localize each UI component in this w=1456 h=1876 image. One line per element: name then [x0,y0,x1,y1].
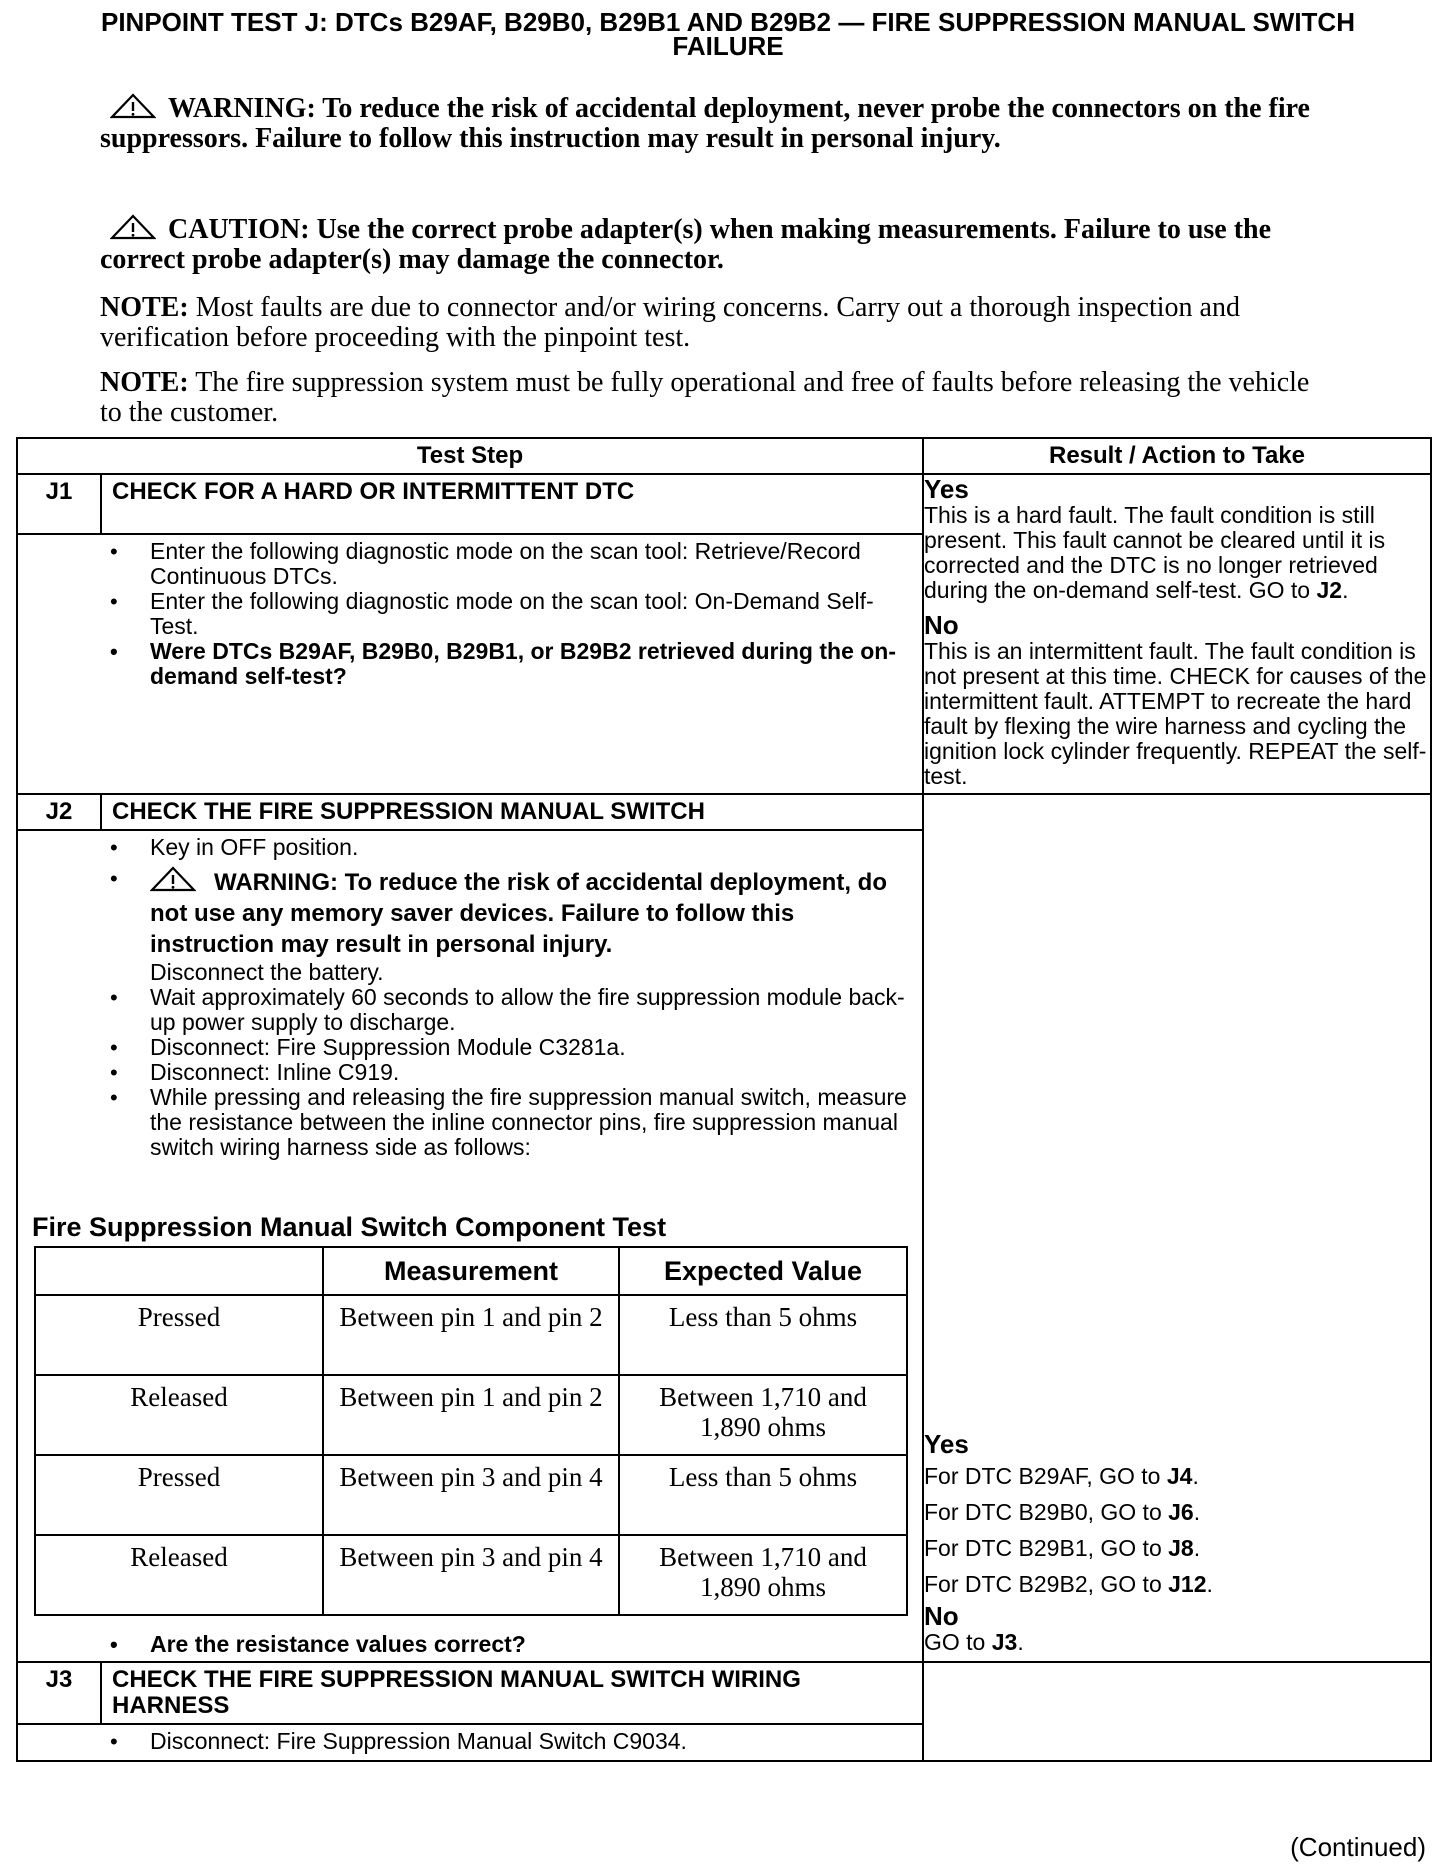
step-j1-title-row [17,474,1431,534]
header-result: Result / Action to Take [923,438,1431,474]
list-item: • Are the resistance values correct? [18,1632,922,1657]
warning-triangle-icon [150,866,196,892]
result-j1: Yes This is a hard fault. The fault condition is still present. This fault cannot be cleared until it is corrected and the DTC is no longer retrieved during the on-demand self-test. GO to J2. No This is an intermittent fault. The fault condition is not present at this time. CHECK for causes of the intermittent fault. ATTEMPT to recreate the hard fault by flexing the wire harness and cycling the ignition lock cylinder frequently. REPEAT the self-test. [923,474,1431,794]
step-body-j1 [17,534,923,794]
list-item: • Disconnect: Fire Suppression Manual Switch C9034. [18,1729,922,1754]
list-item: • While pressing and releasing the fire suppression manual switch, measure the resistance between the inline connector pins, fire suppression manual switch wiring harness side as follows: [18,1085,922,1160]
step-title-j3: CHECK THE FIRE SUPPRESSION MANUAL SWITCH WIRING HARNESS [101,1662,923,1724]
step-id-j3: J3 [17,1662,101,1724]
header-test-step: Test Step [17,438,923,474]
result-j3 [923,1662,1431,1761]
component-header-row: Measurement Expected Value [35,1247,907,1295]
table-row: Released Between pin 3 and pin 4 Between 1,710 and 1,890 ohms [35,1535,907,1615]
page-title: PINPOINT TEST J: DTCs B29AF, B29B0, B29B1 AND B29B2 — FIRE SUPPRESSION MANUAL SWITCH FAILURE [100,7,1355,61]
step-j3-title-row [17,1662,1431,1724]
list-item: • Enter the following diagnostic mode on the scan tool: Retrieve/Record Continuous DTCs. [18,539,922,589]
table-row: Pressed Between pin 3 and pin 4 Less than 5 ohms [35,1455,907,1535]
pinpoint-test-table [16,437,1432,1762]
list-item: • Enter the following diagnostic mode on the scan tool: On-Demand Self-Test. [18,589,922,639]
component-test-title: Fire Suppression Manual Switch Component Test [32,1212,667,1242]
step-body-j3 [17,1724,923,1761]
list-item: • Wait approximately 60 seconds to allow the fire suppression module back-up power supply to discharge. [18,985,922,1035]
list-item: • Disconnect: Fire Suppression Module C3281a. [18,1035,922,1060]
table-row: Pressed Between pin 1 and pin 2 Less than 5 ohms [35,1295,907,1375]
caution-paragraph: CAUTION: Use the correct probe adapter(s) when making measurements. Failure to use the correct probe adapter(s) may damage the connector. [100,214,1272,275]
step-title-j1: CHECK FOR A HARD OR INTERMITTENT DTC [101,474,923,534]
list-item: • Key in OFF position. [18,835,922,860]
warning-triangle-icon [110,93,156,119]
step-id-j1: J1 [17,474,101,534]
step-id-j2: J2 [17,794,101,830]
step-title-j2: CHECK THE FIRE SUPPRESSION MANUAL SWITCH [101,794,923,830]
component-test-table [34,1246,908,1616]
list-item: • Disconnect: Inline C919. [18,1060,922,1085]
table-header-row [17,438,1431,474]
result-j2: Yes For DTC B29AF, GO to J4. For DTC B29B0, GO to J6. For DTC B29B1, GO to J8. For DTC B29B2, GO to J12. No GO to J3. [923,794,1431,1662]
list-item: • Were DTCs B29AF, B29B0, B29B1, or B29B2 retrieved during the on-demand self-test? [18,639,922,689]
step-body-j2 [17,830,923,1662]
continued-label: (Continued) [1290,1832,1426,1862]
warning-paragraph: WARNING: To reduce the risk of accidental deployment, never probe the connectors on the fire suppressors. Failure to follow this instruction may result in personal injury. [100,93,1310,154]
step-j2-title-row [17,794,1431,830]
note-paragraph-1: NOTE: Most faults are due to connector and/or wiring concerns. Carry out a thorough inspection and verification before proceeding with the pinpoint test. [100,292,1240,353]
caution-triangle-icon [110,214,156,240]
table-row: Released Between pin 1 and pin 2 Between 1,710 and 1,890 ohms [35,1375,907,1455]
list-item-warning: • WARNING: To reduce the risk of accidental deployment, do not use any memory saver devices. Failure to follow this instruction may result in personal injury. Disconnect the battery. [18,866,922,985]
note-paragraph-2: NOTE: The fire suppression system must be fully operational and free of faults before releasing the vehicle to the customer. [100,367,1310,428]
